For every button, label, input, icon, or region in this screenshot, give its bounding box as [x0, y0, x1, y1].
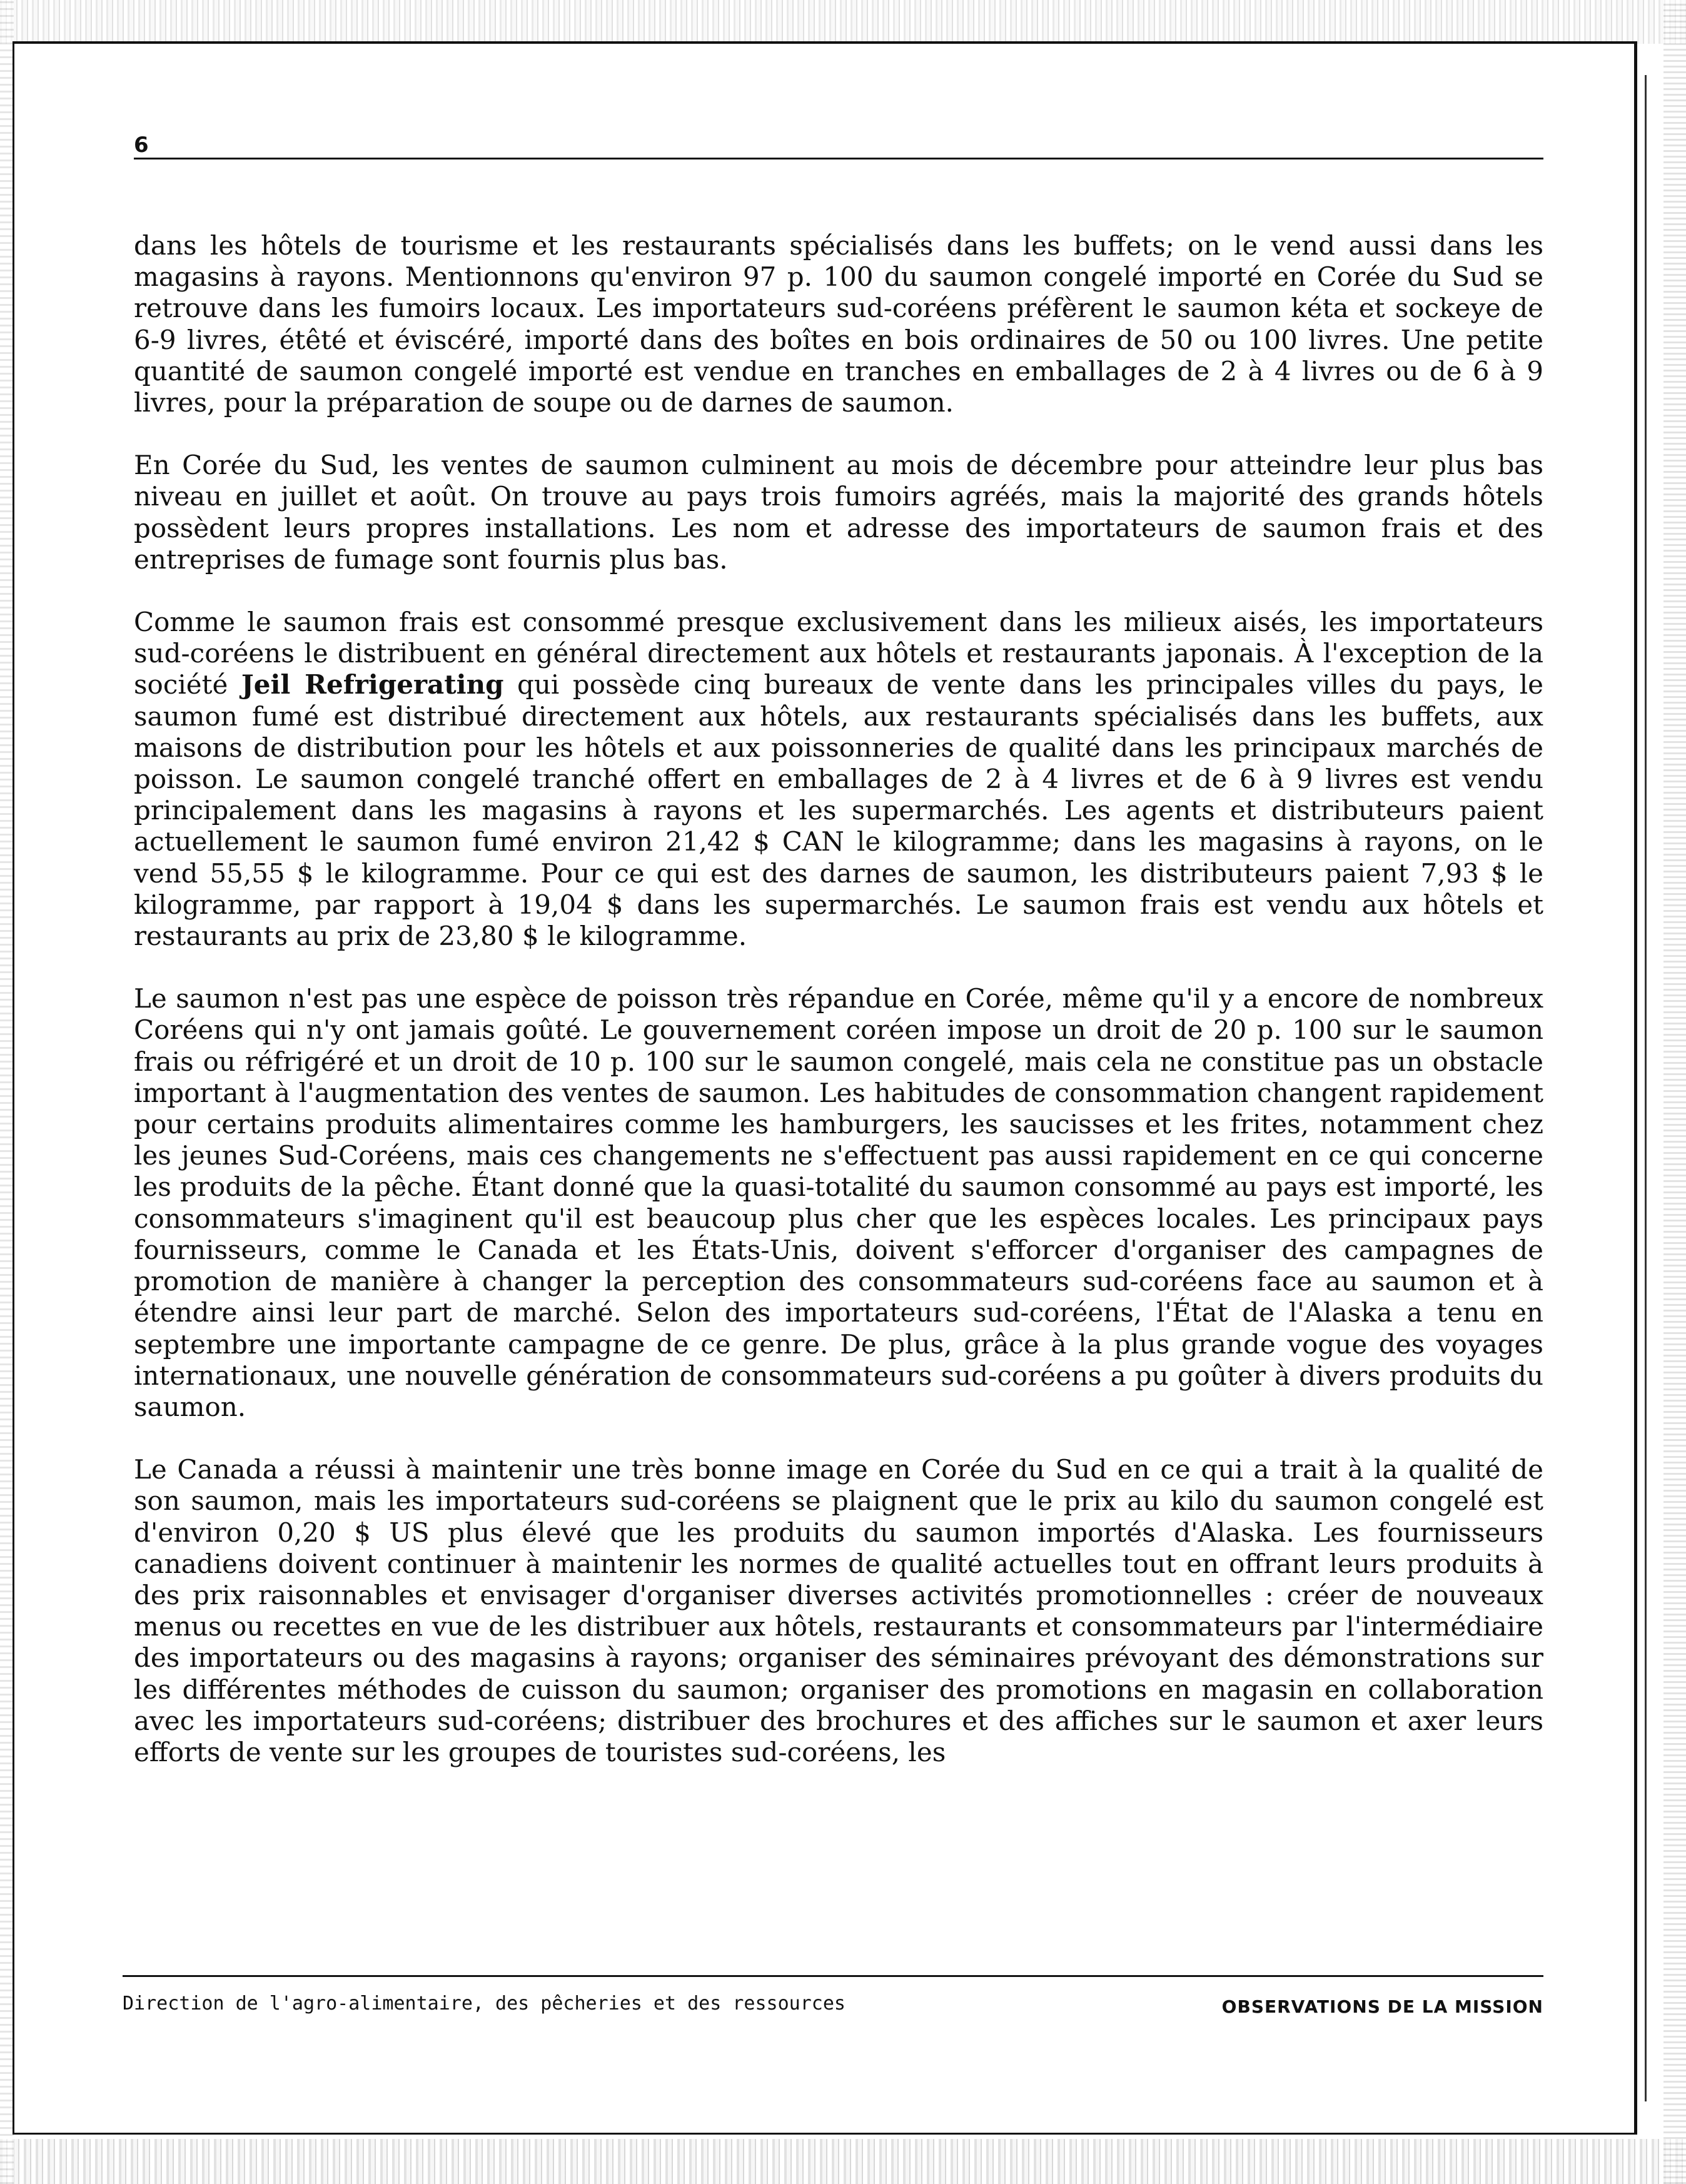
scan-edge-right: [1663, 0, 1686, 2184]
scan-edge-left: [0, 0, 14, 2184]
header-rule: [134, 158, 1543, 159]
paragraph-4: Le saumon n'est pas une espèce de poisson très répandue en Corée, même qu'il y a encore de nombreux Coréens qui n'y ont jamais goûté. Le gouvernement coréen impose un droit de 20 p. 100 sur le saumon frais ou réfrigéré et un droit de 10 p. 100 sur le saumon congelé, mais cela ne constitue pas un obstacle important à l'augmentation des ventes de saumon. Les habitudes de consommation changent rapidement pour certains produits alimentaires comme les hamburgers, les saucisses et les frites, notamment chez les jeunes Sud-Coréens, mais ces changements ne s'effectuent pas aussi rapidement en ce qui concerne les produits de la pêche. Étant donné que la quasi-totalité du saumon consommé au pays est importé, les consommateurs s'imaginent qu'il est beaucoup plus cher que les espèces locales. Les principaux pays fournisseurs, comme le Canada et les États-Unis, doivent s'efforcer d'organiser des campagnes de promotion de manière à changer la perception des consommateurs sud-coréens face au saumon et à étendre ainsi leur part de marché. Selon des importateurs sud-coréens, l'État de l'Alaska a tenu en septembre une importante campagne de ce genre. De plus, grâce à la plus grande vogue des voyages internationaux, une nouvelle génération de consommateurs sud-coréens a pu goûter à divers produits du saumon.: [134, 983, 1543, 1422]
body-text: [134, 230, 1543, 1799]
paragraph-1: dans les hôtels de tourisme et les restaurants spécialisés dans les buffets; on le vend aussi dans les magasins à rayons. Mentionnons qu'environ 97 p. 100 du saumon congelé importé en Corée du Sud se retrouve dans les fumoirs locaux. Les importateurs sud-coréens préfèrent le saumon kéta et sockeye de 6-9 livres, étêté et éviscéré, importé dans des boîtes en bois ordinaires de 50 ou 100 livres. Une petite quantité de saumon congelé importé est vendue en tranches en emballages de 2 à 4 livres ou de 6 à 9 livres, pour la préparation de soupe ou de darnes de saumon.: [134, 230, 1543, 418]
footer-section-title: OBSERVATIONS DE LA MISSION: [1221, 1996, 1543, 2017]
paragraph-5: Le Canada a réussi à maintenir une très bonne image en Corée du Sud en ce qui a trait à la qualité de son saumon, mais les importateurs sud-coréens se plaignent que le prix au kilo du saumon congelé est d'environ 0,20 $ US plus élevé que les produits du saumon importés d'Alaska. Les fournisseurs canadiens doivent continuer à maintenir les normes de qualité actuelles tout en offrant leurs produits à des prix raisonnables et envisager d'organiser diverses activités promotionnelles : créer de nouveaux menus ou recettes en vue de les distribuer aux hôtels, restaurants et consommateurs par l'intermédiaire des importateurs ou des magasins à rayons; organiser des séminaires prévoyant des démonstrations sur les différentes méthodes de cuisson du saumon; organiser des promotions en magasin en collaboration avec les importateurs sud-coréens; distribuer des brochures et des affiches sur le saumon et axer leurs efforts de vente sur les groupes de touristes sud-coréens, les: [134, 1454, 1543, 1767]
page-frame-inner-edge: [1645, 75, 1647, 2101]
footer-rule: [123, 1975, 1543, 1977]
page-number: 6: [134, 133, 149, 158]
company-name: Jeil Refrigerating: [241, 669, 504, 700]
scan-edge-top: [0, 0, 1686, 44]
paragraph-3-end: qui possède cinq bureaux de vente dans les principales villes du pays, le saumon fumé est distribué directement aux hôtels, aux restaurants spécialisés dans les buffets, aux maisons de distribution pour les hôtels et aux poissonneries de qualité dans les principaux marchés de poisson. Le saumon congelé tranché offert en emballages de 2 à 4 livres et de 6 à 9 livres est vendu principalement dans les magasins à rayons et les supermarchés. Les agents et distributeurs paient actuellement le saumon fumé environ 21,42 $ CAN le kilogramme; dans les magasins à rayons, on le vend 55,55 $ le kilogramme. Pour ce qui est des darnes de saumon, les distributeurs paient 7,93 $ le kilogramme, par rapport à 19,04 $ dans les supermarchés. Le saumon frais est vendu aux hôtels et restaurants au prix de 23,80 $ le kilogramme.: [134, 669, 1544, 952]
paragraph-3-start: Comme le saumon frais est consommé presque exclusivement dans les milieux aisés, les importateurs sud-coréens le distribuent en général directement aux hôtels et restaurants japonais. À l'exception de la société: [134, 607, 1543, 700]
footer-department: Direction de l'agro-alimentaire, des pêcheries et des ressources: [123, 1993, 846, 2015]
scan-edge-bottom: [0, 2139, 1686, 2184]
paragraph-3: [134, 607, 1543, 952]
paragraph-2: En Corée du Sud, les ventes de saumon culminent au mois de décembre pour atteindre leur plus bas niveau en juillet et août. On trouve au pays trois fumoirs agréés, mais la majorité des grands hôtels possèdent leurs propres installations. Les nom et adresse des importateurs de saumon frais et des entreprises de fumage sont fournis plus bas.: [134, 450, 1543, 575]
